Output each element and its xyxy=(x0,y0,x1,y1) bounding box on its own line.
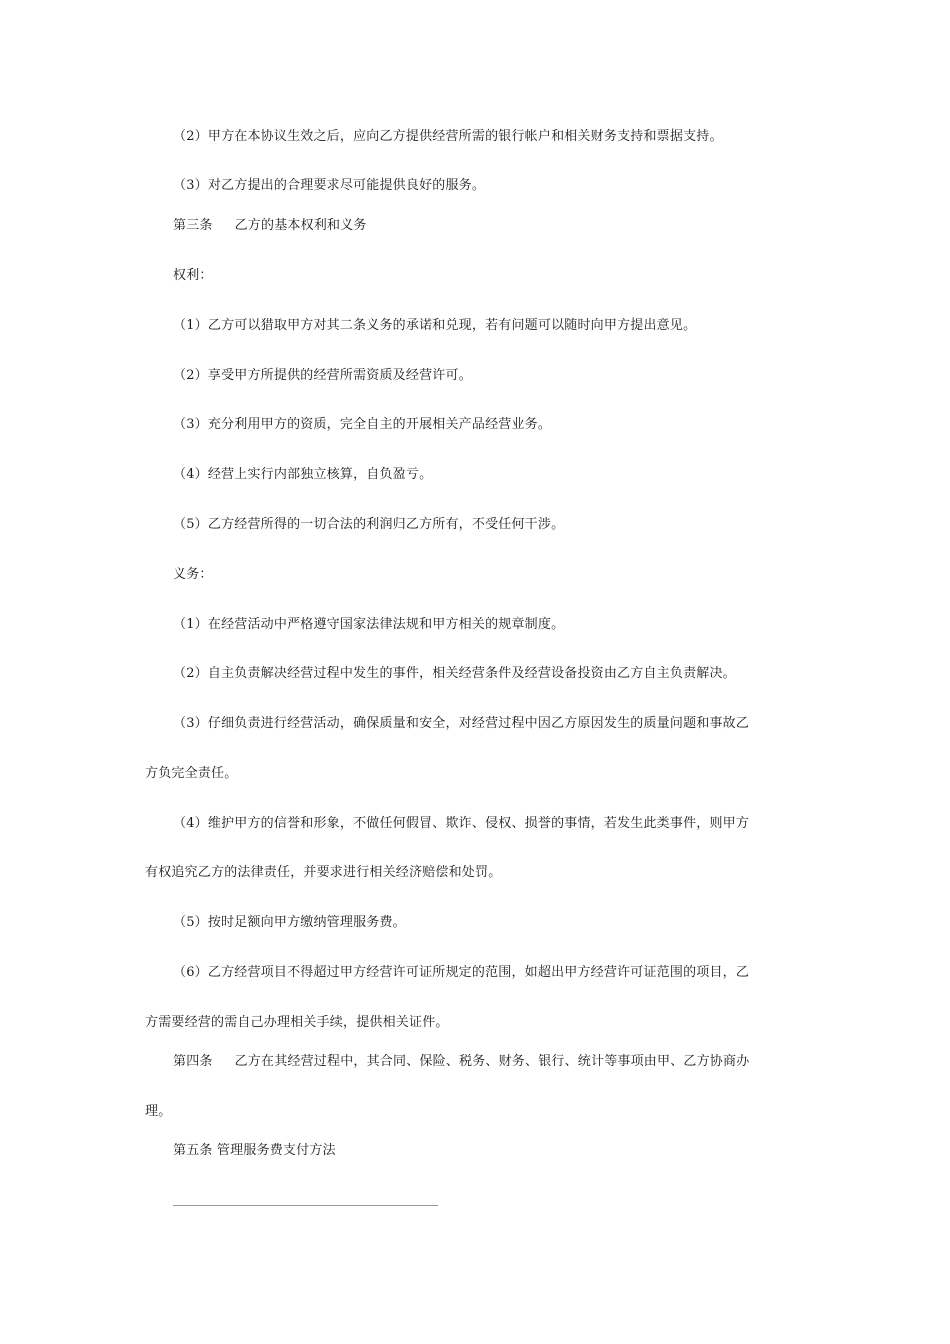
duties-item-1: （1）在经营活动中严格遵守国家法律法规和甲方相关的规章制度。 xyxy=(173,617,565,632)
rights-item-2: （2）享受甲方所提供的经营所需资质及经营许可。 xyxy=(173,368,472,383)
article-3-title: 乙方的基本权利和义务 xyxy=(234,218,367,233)
article-4-paragraph xyxy=(173,1054,749,1070)
article-3-number: 第三条 xyxy=(173,218,213,233)
duties-label: 义务： xyxy=(173,567,213,582)
duties-item-4: （4）维护甲方的信誉和形象，不做任何假冒、欺诈、侵权、损誉的事情，若发生此类事件，则甲方 xyxy=(173,816,750,831)
duties-item-6: （6）乙方经营项目不得超过甲方经营许可证所规定的范围，如超出甲方经营许可证范围的项目，乙 xyxy=(173,965,750,980)
rights-item-5: （5）乙方经营所得的一切合法的利润归乙方所有，不受任何干涉。 xyxy=(173,517,565,532)
rights-item-4: （4）经营上实行内部独立核算，自负盈亏。 xyxy=(173,467,433,482)
duties-item-5: （5）按时足额向甲方缴纳管理服务费。 xyxy=(173,915,406,930)
footnote-separator xyxy=(173,1205,438,1206)
duties-item-6-continuation: 方需要经营的需自己办理相关手续，提供相关证件。 xyxy=(145,1015,449,1030)
duties-item-4-continuation: 有权追究乙方的法律责任，并要求进行相关经济赔偿和处罚。 xyxy=(145,865,502,880)
rights-item-3: （3）充分利用甲方的资质，完全自主的开展相关产品经营业务。 xyxy=(173,417,552,432)
duties-item-3-continuation: 方负完全责任。 xyxy=(145,766,238,781)
article-4-text: 乙方在其经营过程中，其合同、保险、税务、财务、银行、统计等事项由甲、乙方协商办 xyxy=(234,1054,750,1069)
obligation-item-2: （2）甲方在本协议生效之后，应向乙方提供经营所需的银行帐户和相关财务支持和票据支持。 xyxy=(173,129,723,144)
article-4-number: 第四条 xyxy=(173,1054,213,1069)
article-4-continuation: 理。 xyxy=(145,1104,172,1119)
rights-item-1: （1）乙方可以猎取甲方对其二条义务的承诺和兑现，若有问题可以随时向甲方提出意见。 xyxy=(173,318,697,333)
duties-item-2: （2）自主负责解决经营过程中发生的事件，相关经营条件及经营设备投资由乙方自主负责解决。 xyxy=(173,666,736,681)
article-3-heading xyxy=(173,218,367,234)
obligation-item-3: （3）对乙方提出的合理要求尽可能提供良好的服务。 xyxy=(173,178,486,193)
article-5-heading: 第五条 管理服务费支付方法 xyxy=(173,1143,336,1158)
rights-label: 权利： xyxy=(173,268,213,283)
duties-item-3: （3）仔细负责进行经营活动，确保质量和安全，对经营过程中因乙方原因发生的质量问题和事故乙 xyxy=(173,716,750,731)
